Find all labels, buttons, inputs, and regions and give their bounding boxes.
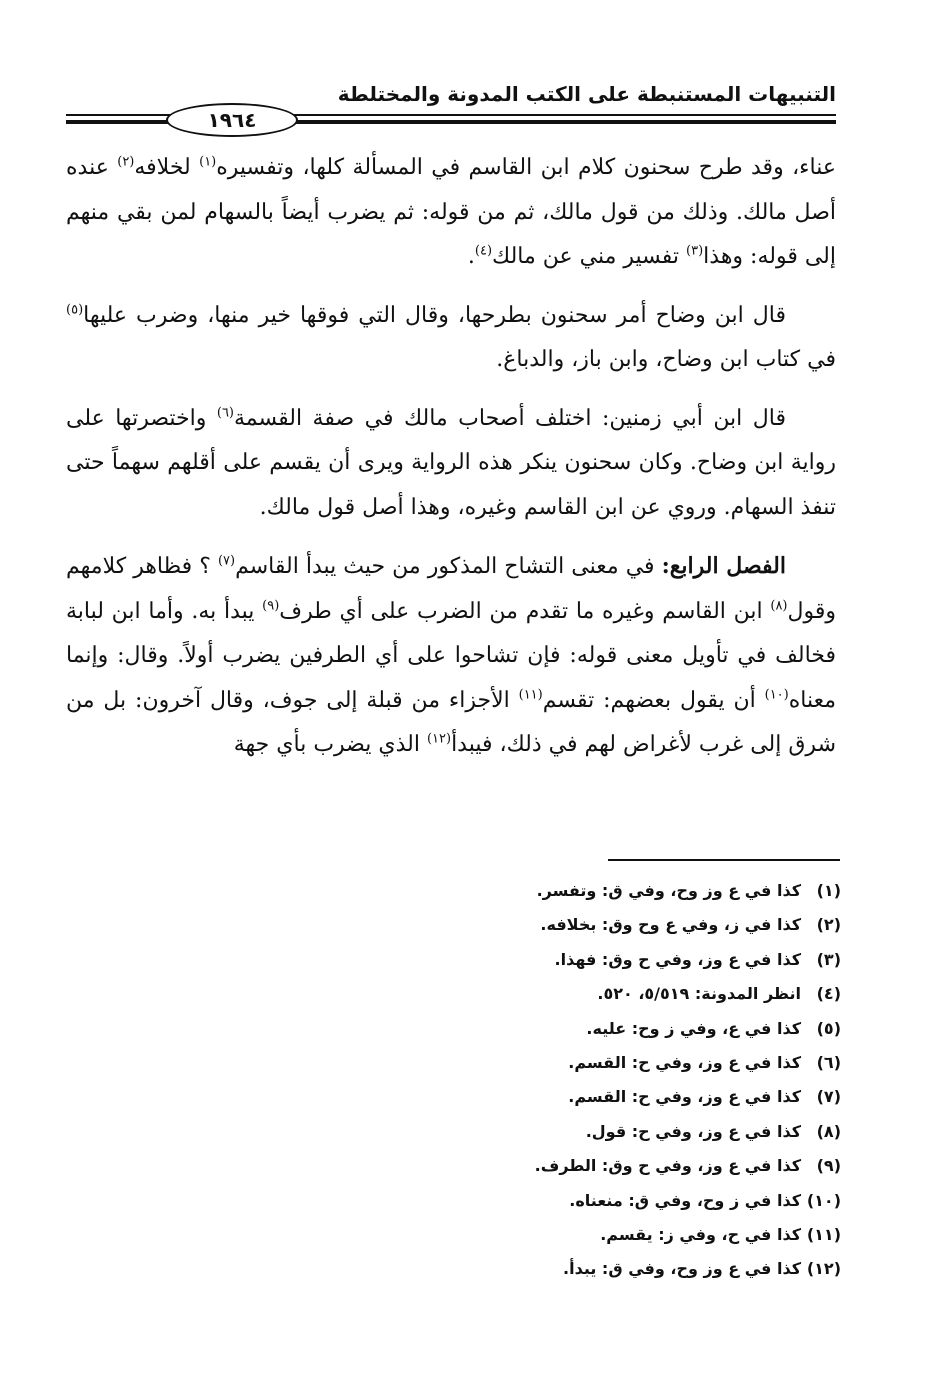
footnote-number: (٧)	[816, 1087, 841, 1107]
footnote-number: (١١)	[806, 1224, 841, 1244]
footnote-number: (٣)	[816, 949, 841, 969]
footnote-number: (٦)	[816, 1052, 841, 1072]
text-segment: يبدأ به. وأما ابن لبابة فخالف في تأويل معنى قوله: فإن تشاحوا على أي الطرفين يضرب أولاً. وقال: وإنما معناه	[66, 598, 836, 713]
footnotes	[341, 874, 841, 1287]
text-segment: في معنى التشاح المذكور من حيث يبدأ القاسم	[235, 554, 662, 579]
footnote-item	[341, 908, 841, 942]
footnote-number: (٩)	[816, 1156, 841, 1176]
footnote-marker[interactable]: (١٢)	[426, 731, 452, 747]
footnote-item	[341, 1080, 841, 1114]
footnote-number: (٥)	[816, 1018, 841, 1038]
paragraph	[66, 544, 836, 768]
footnote-text: كذا في ع وز، وفي ح وق: فهذا.	[554, 949, 801, 969]
footnote-text: كذا في ز، وفي ع وح وق: بخلافه.	[540, 915, 801, 935]
footnote-separator	[608, 859, 840, 861]
footnote-text: انظر المدونة: ٥/٥١٩، ٥٢٠.	[597, 984, 801, 1004]
paragraph	[66, 146, 836, 280]
footnote-item	[341, 1184, 841, 1218]
page-number: ١٩٦٤	[166, 103, 298, 137]
paragraph	[66, 397, 836, 531]
footnote-number: (١٠)	[806, 1190, 841, 1210]
text-segment: في كتاب ابن وضاح، وابن باز، والدباغ.	[496, 347, 836, 372]
footnote-marker[interactable]: (١١)	[518, 687, 543, 703]
footnote-text: كذا في ع وز، وفي ح: القسم.	[568, 1087, 801, 1107]
text-segment: لخلافه	[134, 155, 200, 180]
footnote-number: (٢)	[816, 915, 841, 935]
text-segment: عنده أصل مالك. وذلك من قول مالك، ثم من قوله: ثم يضرب أيضاً بالسهام لمن بقي منهم إلى قوله: وهذا	[66, 155, 836, 269]
footnote-item	[341, 1012, 841, 1046]
text-segment: تفسير مني عن مالك	[492, 244, 687, 269]
text-segment: أن يقول بعضهم: تقسم	[542, 687, 765, 713]
footnote-text: كذا في ع وز، وفي ح: قول.	[585, 1121, 801, 1141]
footnote-marker[interactable]: (١٠)	[764, 687, 789, 703]
footnote-item	[341, 977, 841, 1011]
section-heading-lead: الفصل الرابع:	[661, 553, 786, 579]
footnote-marker[interactable]: (٢)	[117, 154, 135, 170]
text-segment: ؟ فظاهر كلامهم وقول	[66, 554, 836, 624]
footnote-marker[interactable]: (٧)	[217, 553, 236, 569]
footnote-text: كذا في ز وح، وفي ق: منعناه.	[569, 1190, 801, 1210]
footnote-item	[341, 1149, 841, 1183]
footnote-item	[341, 1046, 841, 1080]
footnote-marker[interactable]: (٥)	[66, 302, 84, 318]
footnote-number: (١)	[816, 881, 841, 900]
paragraph	[66, 294, 836, 383]
footnote-text: كذا في ع وز، وفي ح وق: الطرف.	[534, 1156, 801, 1176]
footnote-item	[341, 874, 841, 908]
footnote-number: (١٢)	[806, 1259, 841, 1279]
footnote-marker[interactable]: (٤)	[474, 243, 493, 259]
footnote-item	[341, 1115, 841, 1149]
text-segment: ابن القاسم وغيره ما تقدم من الضرب على أي طرف	[279, 598, 771, 624]
text-segment: .	[467, 244, 475, 269]
footnote-item	[341, 1252, 841, 1286]
text-segment: الذي يضرب بأي جهة	[233, 732, 427, 757]
running-header	[66, 78, 836, 138]
main-text	[66, 146, 836, 768]
footnote-item	[341, 1218, 841, 1252]
text-segment: عناء، وقد طرح سحنون كلام ابن القاسم في المسألة كلها، وتفسيره	[216, 155, 836, 180]
footnote-text: كذا في ع وز وح، وفي ق: يبدأ.	[563, 1259, 801, 1279]
footnote-marker[interactable]: (٩)	[262, 598, 280, 614]
footnote-marker[interactable]: (٣)	[686, 243, 704, 259]
text-segment: قال ابن وضاح أمر سحنون بطرحها، وقال التي فوقها خير منها، وضرب عليها	[83, 302, 786, 328]
footnote-number: (٨)	[816, 1121, 841, 1141]
footnote-marker[interactable]: (٨)	[770, 598, 788, 614]
footnote-text: كذا في ع وز وح، وفي ق: وتفسر.	[536, 881, 801, 900]
footnote-number: (٤)	[816, 984, 841, 1004]
footnote-item	[341, 943, 841, 977]
footnote-marker[interactable]: (١)	[199, 154, 217, 170]
text-segment: قال ابن أبي زمنين: اختلف أصحاب مالك في صفة القسمة	[234, 405, 786, 431]
footnote-text: كذا في ح، وفي ز: يقسم.	[600, 1224, 801, 1244]
running-title: التنبيهات المستنبطة على الكتب المدونة والمختلطة	[337, 82, 836, 106]
footnote-text: كذا في ع، وفي ز وح: عليه.	[586, 1018, 801, 1038]
text-segment: الأجزاء من قبلة إلى جوف، وقال آخرون: بل من شرق إلى غرب لأغراض لهم في ذلك، فيبدأ	[66, 687, 836, 757]
footnote-marker[interactable]: (٦)	[216, 405, 234, 421]
footnote-text: كذا في ع وز، وفي ح: القسم.	[568, 1052, 801, 1072]
text-segment: واختصرتها على رواية ابن وضاح. وكان سحنون ينكر هذه الرواية ويرى أن يقسم على أقلهم سهماً حتى تنفذ السهام. وروي عن ابن القاسم وغيره، وهذا أصل قول مالك.	[66, 405, 837, 520]
